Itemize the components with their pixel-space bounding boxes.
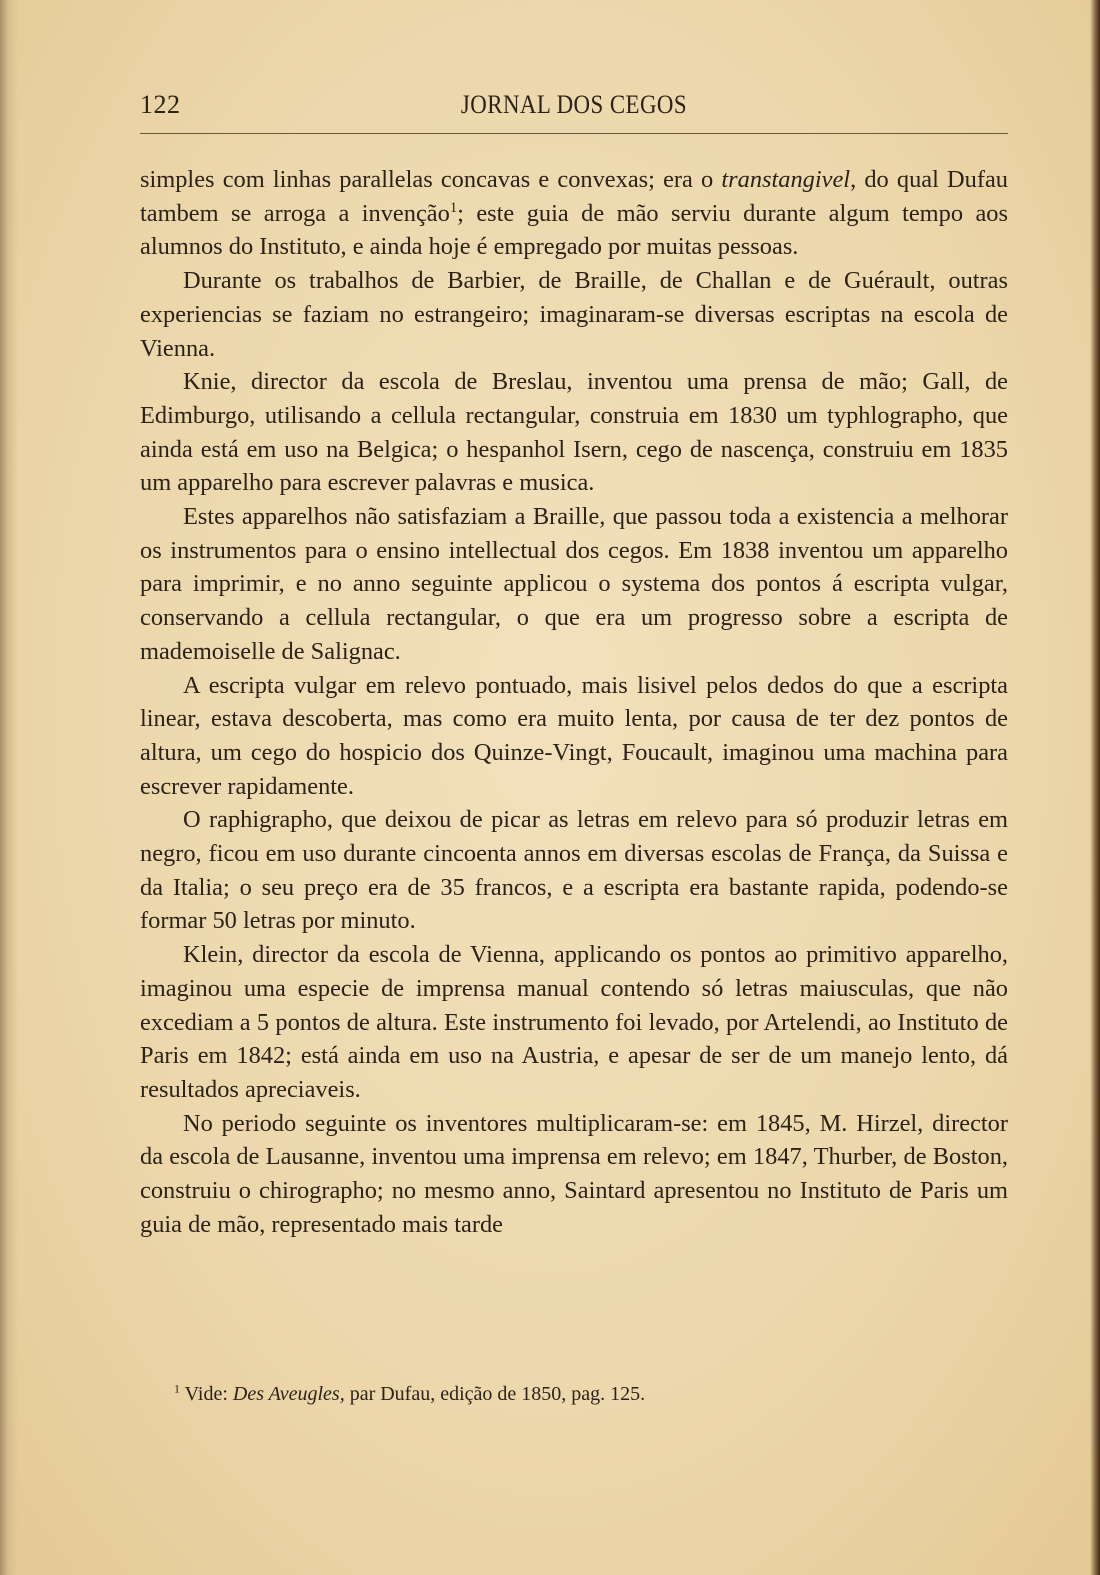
paragraph: Durante os trabalhos de Barbier, de Braille, de Challan e de Guérault, outras experiencias se faziam no estrangeiro; imaginaram-se diversas escriptas na escola de Vienna.: [140, 267, 1008, 362]
footnote: [140, 1380, 1008, 1408]
footnote-text: Vide:: [180, 1383, 233, 1405]
page-number: 122: [140, 90, 181, 119]
footnote-title: Des Aveugles,: [232, 1383, 345, 1405]
paragraph-text: ; este guia de mão serviu durante algum tempo aos alumnos do Instituto, e ainda hoje é empregado por muitas pessoas.: [140, 199, 1008, 261]
page-gutter-shadow: [0, 0, 18, 1575]
paragraph: No periodo seguinte os inventores multiplicaram-se: em 1845, M. Hirzel, director da escola de Lausanne, inventou uma imprensa em relevo; em 1847, Thurber, de Boston, construiu o chirographo; no mesmo anno, Saintard apresentou no Instituto de Paris um guia de mão, representado mais tarde: [140, 1109, 1008, 1238]
paragraph: A escripta vulgar em relevo pontuado, mais lisivel pelos dedos do que a escripta linear, estava descoberta, mas como era muito lenta, por causa de ter dez pontos de altura, um cego do hospicio dos Quinze-Vingt, Foucault, imaginou uma machina para escrever rapidamente.: [140, 671, 1008, 800]
running-title: JORNAL DOS CEGOS: [460, 90, 688, 119]
paragraph: Klein, director da escola de Vienna, applicando os pontos ao primitivo apparelho, imaginou uma especie de imprensa manual contendo só letras maiusculas, que não excediam a 5 pontos de altura. Este instrumento foi levado, por Artelendi, ao Instituto de Paris em 1842; está ainda em uso na Austria, e apesar de ser de um manejo lento, dá resultados apreciaveis.: [140, 941, 1008, 1103]
paragraph: Knie, director da escola de Breslau, inventou uma prensa de mão; Gall, de Edimburgo, utilisando a cellula rectangular, construia em 1830 um typhlographo, que ainda está em uso na Belgica; o hespanhol Isern, cego de nascença, construiu em 1835 um apparelho para escrever palavras e musica.: [140, 368, 1008, 497]
paragraph-text: simples com linhas parallelas concavas e convexas; era o: [140, 166, 722, 193]
page-header: [140, 90, 1008, 130]
italic-term: transtangivel: [721, 166, 851, 193]
paragraph: [140, 163, 1008, 264]
footnote-reference: 1: [449, 199, 458, 216]
footnote-mark: 1: [174, 1381, 180, 1396]
paragraph: Estes apparelhos não satisfaziam a Braille, que passou toda a existencia a melhorar os instrumentos para o ensino intellectual dos cegos. Em 1838 inventou um apparelho para imprimir, e no anno seguinte applicou o systema dos pontos á escripta vulgar, conservando a cellula rectangular, o que era um progresso sobre a escripta de mademoiselle de Salignac.: [140, 503, 1008, 665]
paragraph: O raphigrapho, que deixou de picar as letras em relevo para só produzir letras em negro, ficou em uso durante cincoenta annos em diversas escolas de França, da Suissa e da Italia; o seu preço era de 35 francos, e a escripta era bastante rapida, podendo-se formar 50 letras por minuto.: [140, 806, 1008, 935]
footnote-text: par Dufau, edição de 1850, pag. 125.: [344, 1383, 646, 1405]
body-text: [140, 163, 1008, 1242]
header-rule: [140, 133, 1008, 134]
paragraph-text: , do qual Dufau tambem se arroga a invenção: [140, 166, 1008, 227]
footnote-line: [140, 1380, 1008, 1408]
page-edge: [1090, 0, 1100, 1575]
